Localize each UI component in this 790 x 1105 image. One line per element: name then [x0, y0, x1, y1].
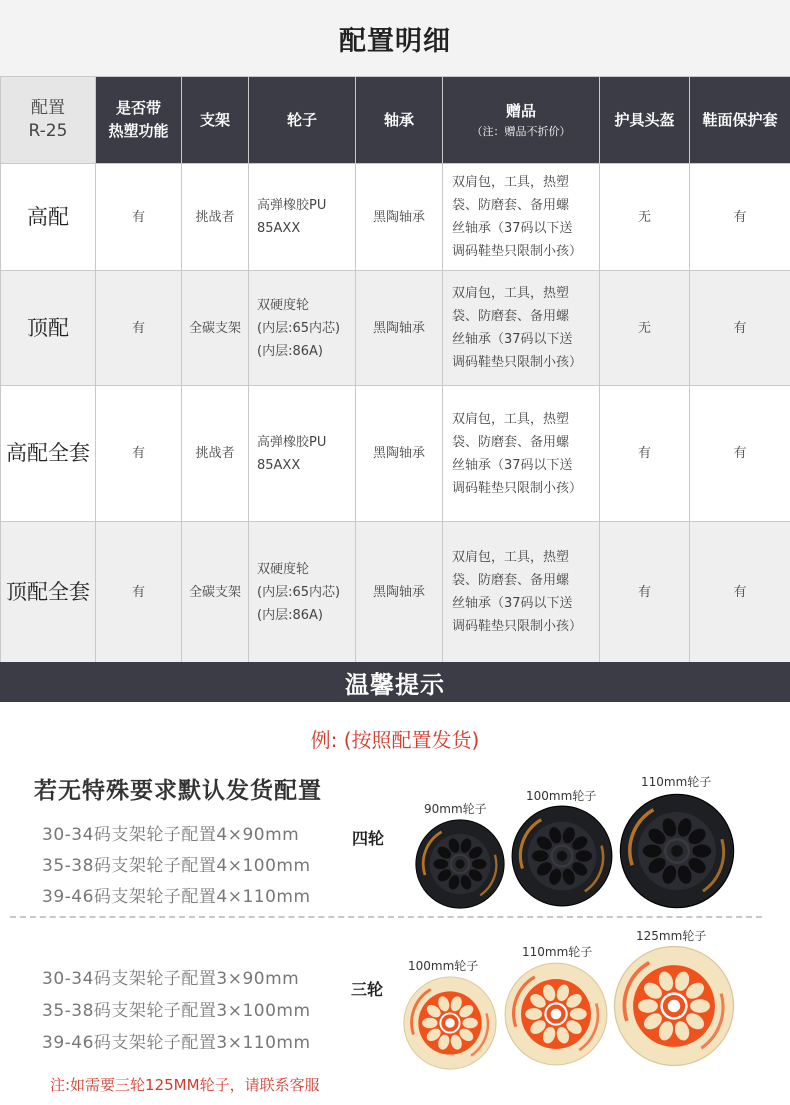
- orange-wheel-100-image: [402, 975, 498, 1071]
- row-gift: 双肩包，工具，热塑 袋、防磨套、备用螺 丝轴承（37码以下送 调码鞋垫只限制小孩）: [443, 271, 600, 386]
- header-bearing: 轴承: [356, 77, 443, 164]
- row-heat: 有: [96, 271, 182, 386]
- header-config: 配置 R-25: [1, 77, 96, 164]
- header-protect: 护具头盔: [600, 77, 690, 164]
- header-gift-note: （注：赠品不折价）: [471, 124, 571, 138]
- tips-band: [0, 662, 790, 702]
- title-band: [0, 0, 790, 76]
- orange-wheel-125-image: [612, 944, 736, 1068]
- row-config: 高配: [1, 164, 96, 271]
- header-wheels: 轮子: [249, 77, 356, 164]
- wheel-label-90: 90mm轮子: [424, 802, 487, 816]
- black-wheel-100-image: [510, 804, 614, 908]
- black-wheel-110-image: [618, 792, 736, 910]
- row-protect: 无: [600, 271, 690, 386]
- row-bearing: 黑陶轴承: [356, 522, 443, 663]
- four-wheel-line: 39-46码支架轮子配置4×110mm: [42, 887, 311, 907]
- black-wheel-90-image: [414, 818, 506, 910]
- row-shoe-cover: 有: [690, 386, 790, 522]
- row-shoe-cover: 有: [690, 271, 790, 386]
- wheel-label-100: 100mm轮子: [408, 959, 479, 973]
- row-shoe-cover: 有: [690, 522, 790, 663]
- page-title: 配置明细: [339, 25, 451, 57]
- four-wheel-label: 四轮: [352, 829, 385, 848]
- wheel-label-100: 100mm轮子: [526, 789, 597, 803]
- footnote: 注:如需要三轮125MM轮子，请联系客服: [50, 1076, 320, 1094]
- row-frame: 全碳支架: [182, 271, 249, 386]
- header-heat: 是否带 热塑功能: [96, 77, 182, 164]
- three-wheel-line: 30-34码支架轮子配置3×90mm: [42, 969, 300, 989]
- table-header-row: [1, 77, 790, 164]
- row-protect: 有: [600, 522, 690, 663]
- table-row: [1, 164, 790, 271]
- four-wheel-line: 35-38码支架轮子配置4×100mm: [42, 856, 311, 876]
- row-frame: 全碳支架: [182, 522, 249, 663]
- row-wheels: 高弹橡胶PU 85AXX: [249, 386, 356, 522]
- wheel-label-110: 110mm轮子: [522, 945, 593, 959]
- row-protect: 有: [600, 386, 690, 522]
- row-wheels: 双硬度轮 (内层:65内芯) (内层:86A): [249, 522, 356, 663]
- three-wheel-line: 35-38码支架轮子配置3×100mm: [42, 1001, 311, 1021]
- row-gift: 双肩包，工具，热塑 袋、防磨套、备用螺 丝轴承（37码以下送 调码鞋垫只限制小孩）: [443, 386, 600, 522]
- header-frame: 支架: [182, 77, 249, 164]
- row-config: 顶配全套: [1, 522, 96, 663]
- row-protect: 无: [600, 164, 690, 271]
- row-config: 高配全套: [1, 386, 96, 522]
- four-wheel-line: 30-34码支架轮子配置4×90mm: [42, 825, 300, 845]
- three-wheel-line: 39-46码支架轮子配置3×110mm: [42, 1033, 311, 1053]
- table-row: [1, 386, 790, 522]
- row-bearing: 黑陶轴承: [356, 164, 443, 271]
- table-row: [1, 271, 790, 386]
- tips-title: 温馨提示: [345, 670, 445, 699]
- row-shoe-cover: 有: [690, 164, 790, 271]
- config-table: [0, 76, 790, 663]
- default-config-title: 若无特殊要求默认发货配置: [34, 778, 322, 804]
- example-note: 例: (按照配置发货): [310, 728, 480, 752]
- row-wheels: 双硬度轮 (内层:65内芯) (内层:86A): [249, 271, 356, 386]
- orange-wheel-110-image: [503, 961, 609, 1067]
- wheel-label-110: 110mm轮子: [641, 775, 712, 789]
- row-bearing: 黑陶轴承: [356, 271, 443, 386]
- header-shoe-cover: 鞋面保护套: [690, 77, 790, 164]
- row-config: 顶配: [1, 271, 96, 386]
- row-heat: 有: [96, 522, 182, 663]
- three-wheel-label: 三轮: [351, 980, 384, 999]
- header-gift: 赠品 （注：赠品不折价）: [443, 77, 600, 164]
- row-gift: 双肩包，工具，热塑 袋、防磨套、备用螺 丝轴承（37码以下送 调码鞋垫只限制小孩）: [443, 522, 600, 663]
- row-gift: 双肩包，工具，热塑 袋、防磨套、备用螺 丝轴承（37码以下送 调码鞋垫只限制小孩）: [443, 164, 600, 271]
- row-bearing: 黑陶轴承: [356, 386, 443, 522]
- wheel-label-125: 125mm轮子: [636, 929, 707, 943]
- row-frame: 挑战者: [182, 386, 249, 522]
- row-heat: 有: [96, 386, 182, 522]
- row-heat: 有: [96, 164, 182, 271]
- row-wheels: 高弹橡胶PU 85AXX: [249, 164, 356, 271]
- row-frame: 挑战者: [182, 164, 249, 271]
- section-divider: [10, 916, 762, 918]
- table-row: [1, 522, 790, 663]
